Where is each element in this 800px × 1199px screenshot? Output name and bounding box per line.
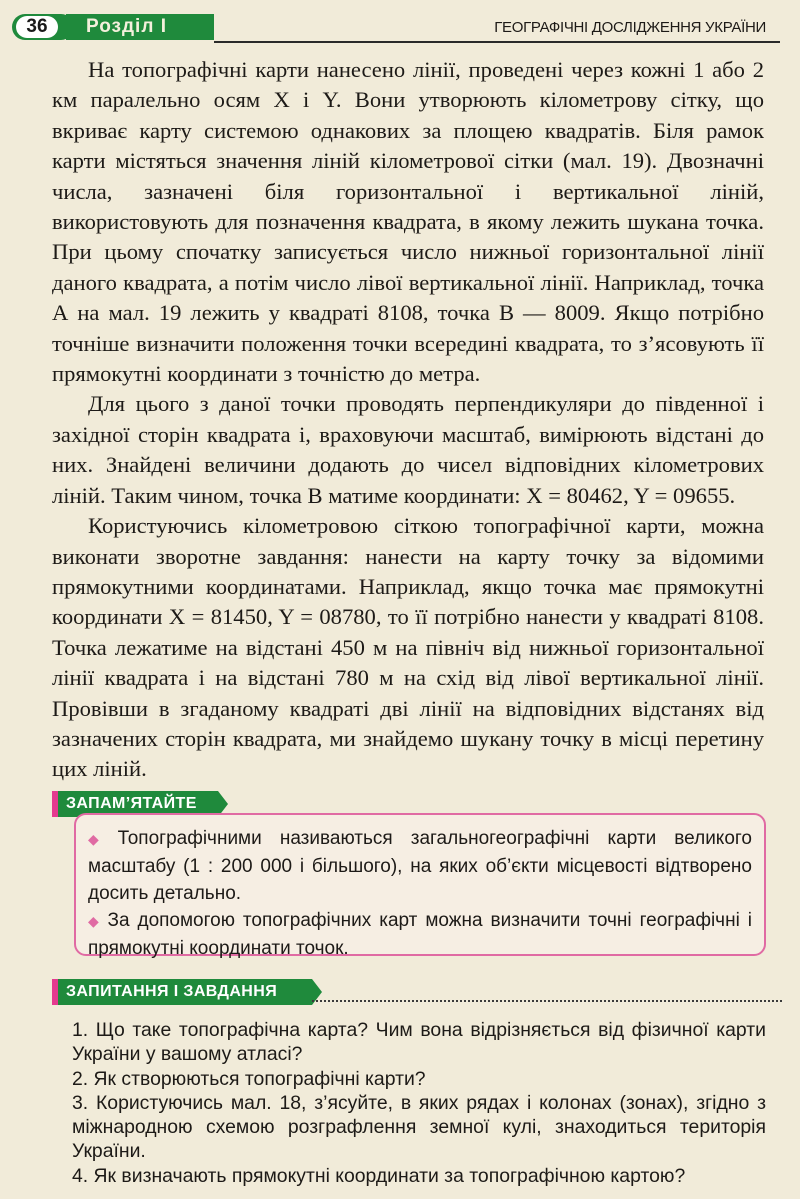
main-text [52, 55, 764, 785]
question-item: 3. Користуючись мал. 18, з’ясуйте, в яких рядах і колонах (зонах), згідно з міжнародною схемою розграфлення земної кулі, знаходиться територія України. [72, 1091, 766, 1163]
page-header [0, 0, 800, 46]
remember-item: ◆ За допомогою топографічних карт можна визначити точні географічні і прямокутні координати точок. [88, 910, 752, 959]
diamond-bullet-icon: ◆ [88, 913, 102, 929]
remember-item: ◆ Топографічними називаються загальногеографічні карти великого масштабу (1 : 200 000 і більшого), на яких об’єкти місцевості відтворено досить детально. [88, 828, 752, 904]
page-number: 36 [16, 16, 58, 38]
page-number-badge [12, 14, 74, 40]
remember-heading: ЗАПАМ’ЯТАЙТЕ [58, 791, 218, 817]
questions-list [72, 1018, 766, 1188]
questions-dotted-rule [312, 1000, 782, 1002]
question-item: 4. Як визначають прямокутні координати за топографічною картою? [72, 1164, 686, 1187]
paragraph: Користуючись кілометровою сіткою топографічної карти, можна виконати зворотне завдання: нанести на карту точку за відомими прямокутними координатами. Наприклад, якщо точка має прямокутні координати X = 81450, Y = 08780, то її потрібно нанести у квадраті 8108. Точка лежатиме на відстані 450 м на північ від нижньої горизонтальної лінії квадрата і на відстані 780 м на схід від лівої вертикальної лінії. Провівши в згаданому квадраті дві лінії на відповідних відстанях від зазначених сторін квадрата, ми знайдемо шукану точку в місці перетину цих ліній. [52, 513, 764, 782]
paragraph: На топографічні карти нанесено лінії, проведені через кожні 1 або 2 км паралельно осям X і Y. Вони утворюють кілометрову сітку, що вкриває карту системою однакових за площею квадратів. Біля рамок карти містяться значення ліній кілометрової сітки (мал. 19). Двозначні числа, зазначені біля горизонтальної і вертикальної ліній, використовують для позначення квадрата, в якому лежить шукана точка. При цьому спочатку записується число нижньої горизонтальної лінії даного квадрата, а потім число лівої вертикальної лінії. Наприклад, точка А на мал. 19 лежить у квадраті 8108, точка В — 8009. Якщо потрібно точніше визначити положення точки всередині квадрата, то з’ясовують її прямокутні координати з точністю до метра. [52, 57, 764, 387]
questions-heading: ЗАПИТАННЯ І ЗАВДАННЯ [58, 979, 312, 1005]
diamond-bullet-icon: ◆ [88, 831, 112, 847]
book-title: ГЕОГРАФІЧНІ ДОСЛІДЖЕННЯ УКРАЇНИ [494, 19, 766, 36]
paragraph: Для цього з даної точки проводять перпендикуляри до південної і західної сторін квадрата і, враховуючи масштаб, вимірюють відстані до них. Знайдені величини додають до чисел відповідних кілометрових ліній. Таким чином, точка В матиме координати: X = 80462, Y = 09655. [52, 391, 764, 508]
question-item: 2. Як створюються топографічні карти? [72, 1067, 426, 1090]
header-divider [214, 41, 780, 43]
section-label: Розділ І [86, 16, 167, 37]
remember-list [88, 825, 752, 962]
question-item: 1. Що таке топографічна карта? Чим вона відрізняється від фізичної карти України у вашому атласі? [72, 1019, 766, 1066]
